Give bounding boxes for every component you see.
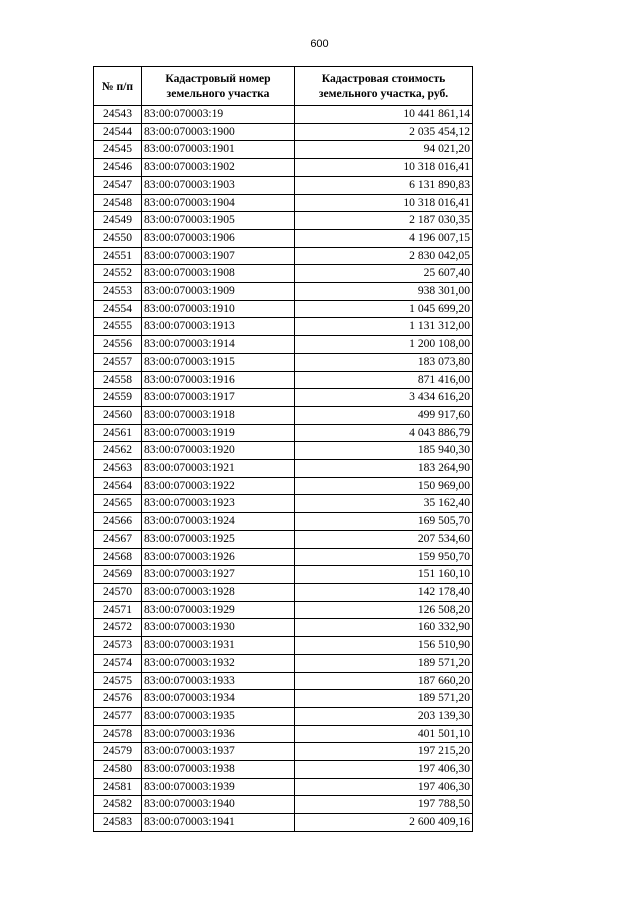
header-num: № п/п bbox=[94, 67, 142, 106]
cadastral-cost: 169 505,70 bbox=[295, 513, 473, 531]
row-number: 24546 bbox=[94, 159, 142, 177]
row-number: 24560 bbox=[94, 406, 142, 424]
table-row bbox=[94, 548, 473, 566]
cadastral-cost: 1 045 699,20 bbox=[295, 300, 473, 318]
cadastral-number: 83:00:070003:1926 bbox=[142, 548, 295, 566]
cadastral-number: 83:00:070003:1922 bbox=[142, 477, 295, 495]
row-number: 24561 bbox=[94, 424, 142, 442]
cadastral-number: 83:00:070003:19 bbox=[142, 106, 295, 124]
cadastral-cost: 151 160,10 bbox=[295, 566, 473, 584]
row-number: 24579 bbox=[94, 743, 142, 761]
table-row bbox=[94, 194, 473, 212]
row-number: 24557 bbox=[94, 353, 142, 371]
cadastral-cost: 938 301,00 bbox=[295, 283, 473, 301]
table-row bbox=[94, 176, 473, 194]
cadastral-cost: 197 788,50 bbox=[295, 796, 473, 814]
cadastral-cost: 2 830 042,05 bbox=[295, 247, 473, 265]
row-number: 24551 bbox=[94, 247, 142, 265]
row-number: 24547 bbox=[94, 176, 142, 194]
row-number: 24581 bbox=[94, 778, 142, 796]
cadastral-number: 83:00:070003:1909 bbox=[142, 283, 295, 301]
cadastral-number: 83:00:070003:1905 bbox=[142, 212, 295, 230]
row-number: 24578 bbox=[94, 725, 142, 743]
cadastral-cost: 35 162,40 bbox=[295, 495, 473, 513]
cadastral-number: 83:00:070003:1925 bbox=[142, 530, 295, 548]
row-number: 24571 bbox=[94, 601, 142, 619]
table-row bbox=[94, 212, 473, 230]
cadastral-number: 83:00:070003:1914 bbox=[142, 336, 295, 354]
cadastral-cost: 2 035 454,12 bbox=[295, 123, 473, 141]
table-row bbox=[94, 389, 473, 407]
cadastral-cost: 203 139,30 bbox=[295, 707, 473, 725]
cadastral-number: 83:00:070003:1938 bbox=[142, 761, 295, 779]
cadastral-number: 83:00:070003:1919 bbox=[142, 424, 295, 442]
table-row bbox=[94, 283, 473, 301]
cadastral-cost: 10 318 016,41 bbox=[295, 194, 473, 212]
cadastral-cost: 94 021,20 bbox=[295, 141, 473, 159]
cadastral-cost: 3 434 616,20 bbox=[295, 389, 473, 407]
row-number: 24582 bbox=[94, 796, 142, 814]
table-row bbox=[94, 637, 473, 655]
table-row bbox=[94, 353, 473, 371]
cadastral-cost: 126 508,20 bbox=[295, 601, 473, 619]
row-number: 24583 bbox=[94, 814, 142, 832]
cadastral-number: 83:00:070003:1902 bbox=[142, 159, 295, 177]
cadastral-cost: 185 940,30 bbox=[295, 442, 473, 460]
cadastral-number: 83:00:070003:1939 bbox=[142, 778, 295, 796]
table-row bbox=[94, 229, 473, 247]
cadastral-number: 83:00:070003:1921 bbox=[142, 460, 295, 478]
cadastral-number: 83:00:070003:1915 bbox=[142, 353, 295, 371]
table-row bbox=[94, 460, 473, 478]
table-row bbox=[94, 601, 473, 619]
row-number: 24555 bbox=[94, 318, 142, 336]
table-row bbox=[94, 743, 473, 761]
cadastral-number: 83:00:070003:1937 bbox=[142, 743, 295, 761]
table-row bbox=[94, 725, 473, 743]
row-number: 24569 bbox=[94, 566, 142, 584]
cadastral-number: 83:00:070003:1913 bbox=[142, 318, 295, 336]
cadastral-number: 83:00:070003:1936 bbox=[142, 725, 295, 743]
table-row bbox=[94, 654, 473, 672]
cadastral-number: 83:00:070003:1933 bbox=[142, 672, 295, 690]
table-row bbox=[94, 814, 473, 832]
row-number: 24563 bbox=[94, 460, 142, 478]
row-number: 24580 bbox=[94, 761, 142, 779]
row-number: 24553 bbox=[94, 283, 142, 301]
cadastral-cost: 25 607,40 bbox=[295, 265, 473, 283]
cadastral-cost: 183 264,90 bbox=[295, 460, 473, 478]
cadastral-number: 83:00:070003:1918 bbox=[142, 406, 295, 424]
table-row bbox=[94, 690, 473, 708]
cadastral-cost: 207 534,60 bbox=[295, 530, 473, 548]
table-row bbox=[94, 796, 473, 814]
table-row bbox=[94, 318, 473, 336]
row-number: 24573 bbox=[94, 637, 142, 655]
row-number: 24552 bbox=[94, 265, 142, 283]
header-cadastral-number: Кадастровый номер земельного участка bbox=[142, 67, 295, 106]
cadastral-cost: 871 416,00 bbox=[295, 371, 473, 389]
table-body bbox=[94, 106, 473, 832]
row-number: 24550 bbox=[94, 229, 142, 247]
table-row bbox=[94, 619, 473, 637]
cadastral-cost: 2 187 030,35 bbox=[295, 212, 473, 230]
cadastral-number: 83:00:070003:1923 bbox=[142, 495, 295, 513]
table-row bbox=[94, 477, 473, 495]
row-number: 24548 bbox=[94, 194, 142, 212]
table-row bbox=[94, 424, 473, 442]
row-number: 24575 bbox=[94, 672, 142, 690]
cadastral-number: 83:00:070003:1900 bbox=[142, 123, 295, 141]
row-number: 24544 bbox=[94, 123, 142, 141]
cadastral-number: 83:00:070003:1903 bbox=[142, 176, 295, 194]
table-row bbox=[94, 778, 473, 796]
cadastral-number: 83:00:070003:1928 bbox=[142, 583, 295, 601]
cadastral-number: 83:00:070003:1908 bbox=[142, 265, 295, 283]
header-row bbox=[94, 67, 473, 106]
row-number: 24564 bbox=[94, 477, 142, 495]
table-row bbox=[94, 141, 473, 159]
table-row bbox=[94, 247, 473, 265]
row-number: 24577 bbox=[94, 707, 142, 725]
row-number: 24565 bbox=[94, 495, 142, 513]
cadastral-cost: 401 501,10 bbox=[295, 725, 473, 743]
row-number: 24543 bbox=[94, 106, 142, 124]
cadastral-number: 83:00:070003:1924 bbox=[142, 513, 295, 531]
cadastral-cost: 189 571,20 bbox=[295, 654, 473, 672]
cadastral-number: 83:00:070003:1901 bbox=[142, 141, 295, 159]
cadastral-number: 83:00:070003:1935 bbox=[142, 707, 295, 725]
cadastral-number: 83:00:070003:1904 bbox=[142, 194, 295, 212]
row-number: 24570 bbox=[94, 583, 142, 601]
cadastral-number: 83:00:070003:1907 bbox=[142, 247, 295, 265]
cadastral-number: 83:00:070003:1920 bbox=[142, 442, 295, 460]
cadastral-number: 83:00:070003:1930 bbox=[142, 619, 295, 637]
table-row bbox=[94, 371, 473, 389]
table-row bbox=[94, 672, 473, 690]
cadastral-cost: 197 215,20 bbox=[295, 743, 473, 761]
cadastral-cost: 197 406,30 bbox=[295, 761, 473, 779]
row-number: 24572 bbox=[94, 619, 142, 637]
cadastral-number: 83:00:070003:1906 bbox=[142, 229, 295, 247]
cadastral-number: 83:00:070003:1931 bbox=[142, 637, 295, 655]
table-row bbox=[94, 530, 473, 548]
cadastral-cost: 187 660,20 bbox=[295, 672, 473, 690]
cadastral-cost: 183 073,80 bbox=[295, 353, 473, 371]
cadastral-number: 83:00:070003:1934 bbox=[142, 690, 295, 708]
cadastral-cost: 10 318 016,41 bbox=[295, 159, 473, 177]
table-row bbox=[94, 123, 473, 141]
table-row bbox=[94, 566, 473, 584]
cadastral-number: 83:00:070003:1941 bbox=[142, 814, 295, 832]
cadastral-cost: 1 131 312,00 bbox=[295, 318, 473, 336]
cadastral-cost: 159 950,70 bbox=[295, 548, 473, 566]
row-number: 24558 bbox=[94, 371, 142, 389]
table-row bbox=[94, 442, 473, 460]
cadastral-cost: 156 510,90 bbox=[295, 637, 473, 655]
cadastral-number: 83:00:070003:1932 bbox=[142, 654, 295, 672]
row-number: 24545 bbox=[94, 141, 142, 159]
table-row bbox=[94, 495, 473, 513]
cadastral-cost: 160 332,90 bbox=[295, 619, 473, 637]
cadastral-cost: 197 406,30 bbox=[295, 778, 473, 796]
cadastral-cost: 150 969,00 bbox=[295, 477, 473, 495]
table-row bbox=[94, 265, 473, 283]
cadastral-number: 83:00:070003:1910 bbox=[142, 300, 295, 318]
row-number: 24549 bbox=[94, 212, 142, 230]
cadastral-cost: 2 600 409,16 bbox=[295, 814, 473, 832]
table-row bbox=[94, 707, 473, 725]
cadastre-table bbox=[93, 66, 473, 832]
table-row bbox=[94, 300, 473, 318]
row-number: 24568 bbox=[94, 548, 142, 566]
table-header bbox=[94, 67, 473, 106]
page-number: 600 bbox=[310, 38, 329, 50]
cadastral-number: 83:00:070003:1927 bbox=[142, 566, 295, 584]
cadastral-cost: 10 441 861,14 bbox=[295, 106, 473, 124]
cadastral-cost: 142 178,40 bbox=[295, 583, 473, 601]
table-row bbox=[94, 513, 473, 531]
table-row bbox=[94, 106, 473, 124]
cadastral-number: 83:00:070003:1916 bbox=[142, 371, 295, 389]
cadastral-cost: 6 131 890,83 bbox=[295, 176, 473, 194]
table-row bbox=[94, 336, 473, 354]
cadastral-number: 83:00:070003:1929 bbox=[142, 601, 295, 619]
table-row bbox=[94, 406, 473, 424]
cadastral-number: 83:00:070003:1940 bbox=[142, 796, 295, 814]
table-row bbox=[94, 761, 473, 779]
cadastral-cost: 4 043 886,79 bbox=[295, 424, 473, 442]
row-number: 24566 bbox=[94, 513, 142, 531]
cadastral-cost: 1 200 108,00 bbox=[295, 336, 473, 354]
row-number: 24574 bbox=[94, 654, 142, 672]
row-number: 24559 bbox=[94, 389, 142, 407]
header-cadastral-cost: Кадастровая стоимость земельного участка, руб. bbox=[295, 67, 473, 106]
row-number: 24556 bbox=[94, 336, 142, 354]
cadastral-cost: 499 917,60 bbox=[295, 406, 473, 424]
row-number: 24576 bbox=[94, 690, 142, 708]
cadastral-cost: 189 571,20 bbox=[295, 690, 473, 708]
table-row bbox=[94, 583, 473, 601]
cadastral-number: 83:00:070003:1917 bbox=[142, 389, 295, 407]
row-number: 24554 bbox=[94, 300, 142, 318]
table-row bbox=[94, 159, 473, 177]
row-number: 24567 bbox=[94, 530, 142, 548]
row-number: 24562 bbox=[94, 442, 142, 460]
cadastral-cost: 4 196 007,15 bbox=[295, 229, 473, 247]
